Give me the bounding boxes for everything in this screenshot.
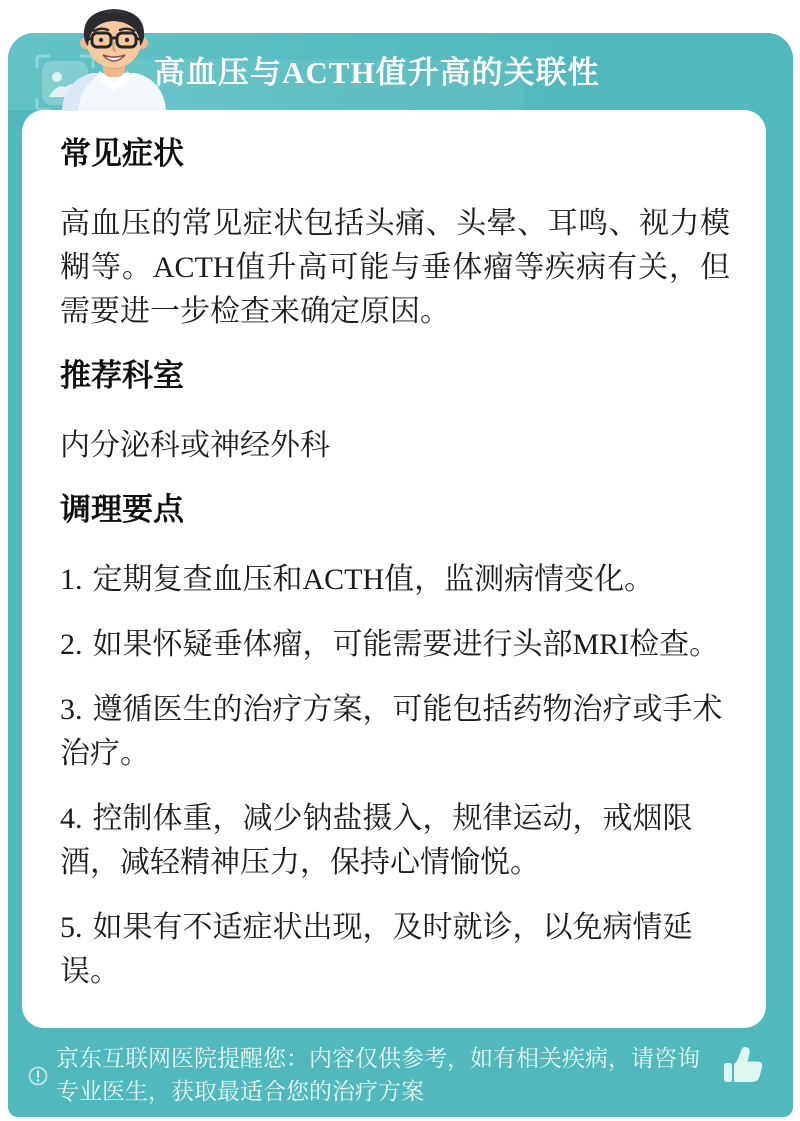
list-item: [60, 558, 730, 602]
circled-exclamation-icon: [28, 1066, 48, 1091]
list-item: [60, 623, 730, 667]
disclaimer-text: 京东互联网医院提醒您：内容仅供参考，如有相关疾病，请咨询专业医生，获取最适合您的治疗方案: [56, 1045, 700, 1104]
list-item-text: 如果有不适症状出现，及时就诊，以免病情延误。: [60, 911, 693, 988]
list-item: [60, 797, 730, 885]
list-item: [60, 906, 730, 994]
list-item-number: 2.: [60, 628, 83, 661]
card-header: [8, 33, 793, 110]
list-item-text: 控制体重，减少钠盐摄入，规律运动，戒烟限酒，减轻精神压力，保持心情愉悦。: [60, 802, 693, 879]
thumbs-up-icon[interactable]: [719, 1042, 767, 1090]
list-item-number: 3.: [60, 693, 83, 726]
section-body-department: 内分泌科或神经外科: [60, 429, 330, 462]
disclaimer-footer: [8, 1028, 793, 1121]
list-item-number: 5.: [60, 911, 83, 944]
section-body-symptoms: 高血压的常见症状包括头痛、头晕、耳鸣、视力模糊等。ACTH值升高可能与垂体瘤等疾病有关，但需要进一步检查来确定原因。: [60, 207, 730, 328]
list-item: [60, 688, 730, 776]
content-card: [22, 110, 766, 1028]
section-heading-symptoms: 常见症状: [60, 136, 184, 171]
list-item-text: 遵循医生的治疗方案，可能包括药物治疗或手术治疗。: [60, 693, 723, 770]
section-heading-care-points: 调理要点: [60, 492, 184, 527]
page-title: 高血压与ACTH值升高的关联性: [154, 55, 600, 90]
list-item-number: 1.: [60, 563, 83, 596]
teal-card-container: [8, 33, 793, 1117]
doctor-avatar: [50, 7, 178, 111]
section-heading-department: 推荐科室: [60, 358, 184, 393]
list-item-text: 如果怀疑垂体瘤，可能需要进行头部MRI检查。: [92, 628, 720, 661]
list-item-text: 定期复查血压和ACTH值，监测病情变化。: [92, 563, 655, 596]
care-points-list: [60, 558, 730, 994]
list-item-number: 4.: [60, 802, 83, 835]
